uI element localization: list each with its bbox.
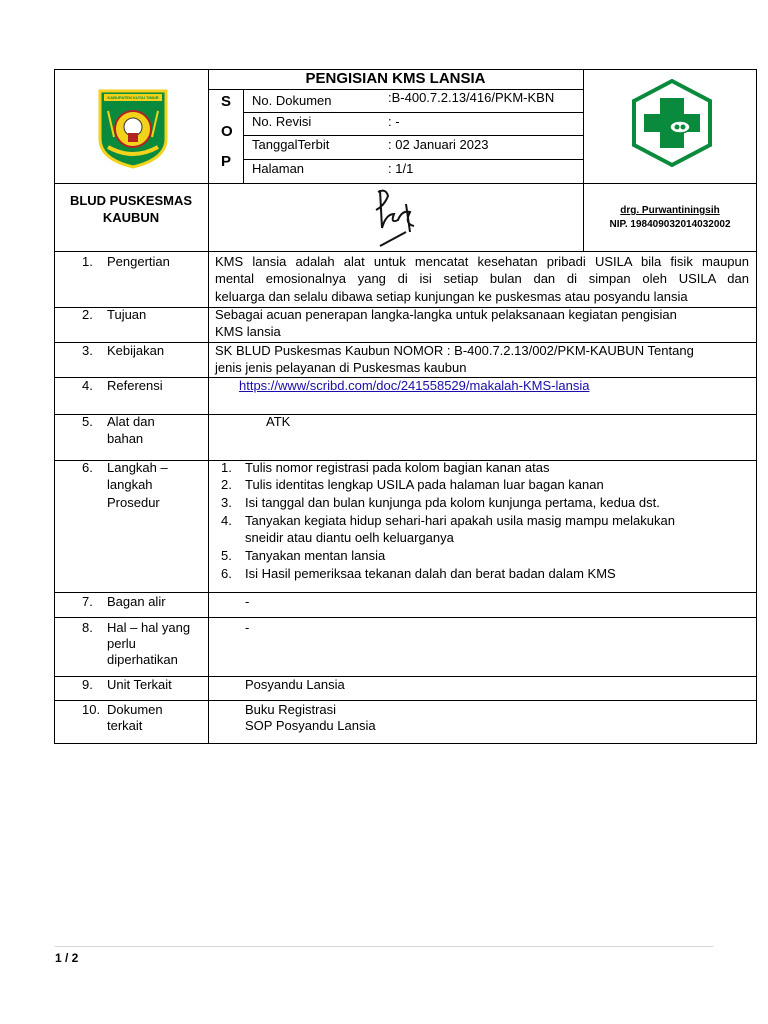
item-number: 2. xyxy=(82,307,93,322)
step-text: sneidir atau diantu oelh keluarganya xyxy=(245,530,454,545)
org-name-line1: BLUD PUSKESMAS xyxy=(69,193,193,208)
document-title: PENGISIAN KMS LANSIA xyxy=(305,70,486,87)
item-label: Referensi xyxy=(107,378,163,393)
item-label: Prosedur xyxy=(107,495,160,510)
step-text: Tanyakan kegiata hidup sehari-hari apakah usila masig mampu melakukan xyxy=(245,513,675,528)
item-content-line: SOP Posyandu Lansia xyxy=(245,718,376,733)
item-content-line: jenis jenis pelayanan di Puskesmas kaubun xyxy=(215,360,467,375)
item-label: Bagan alir xyxy=(107,594,166,609)
item-number: 3. xyxy=(82,343,93,358)
item-label: Hal – hal yang xyxy=(107,620,191,635)
signer-name: drg. Purwantiningsih xyxy=(620,205,720,216)
item-content-line: ATK xyxy=(266,414,291,429)
page-label: Halaman xyxy=(252,161,305,176)
item-content-line: KMS lansia xyxy=(215,324,281,339)
step-number: 1. xyxy=(221,460,232,475)
item-number: 6. xyxy=(82,460,93,475)
item-content-line: Posyandu Lansia xyxy=(245,677,345,692)
item-content-line: keluarga dan selalu dibawa setiap kunjungan ke puskesmas atau posyandu lansia xyxy=(215,289,688,304)
step-number: 6. xyxy=(221,566,232,581)
item-content-line: - xyxy=(245,620,250,635)
item-content-line: KMS lansia adalah alat untuk mencatat kesehatan pribadi USILA bila fisik maupun xyxy=(215,254,749,269)
revision-label: No. Revisi xyxy=(252,114,312,129)
step-number: 4. xyxy=(221,513,232,528)
issue-date-label: TanggalTerbit xyxy=(252,137,330,152)
sop-letter-s: S xyxy=(221,93,232,110)
sop-letter-p: P xyxy=(221,153,232,170)
item-number: 10. xyxy=(82,702,101,717)
item-content-line: Buku Registrasi xyxy=(245,702,337,717)
item-content-line: Sebagai acuan penerapan langka-langka untuk pelaksanaan kegiatan pengisian xyxy=(215,307,677,322)
item-label: langkah xyxy=(107,477,153,492)
step-text: Tulis identitas lengkap USILA pada halaman luar bagan kanan xyxy=(245,477,604,492)
item-number: 4. xyxy=(82,378,93,393)
item-number: 5. xyxy=(82,414,93,429)
item-label: Tujuan xyxy=(107,307,147,322)
puskesmas-logo-icon xyxy=(630,78,714,168)
sop-letter-o: O xyxy=(221,123,233,140)
item-number: 9. xyxy=(82,677,93,692)
item-number: 8. xyxy=(82,620,93,635)
item-content-line: mental emosionalnya yang di isi setiap bulan dan di simpan oleh USILA dan xyxy=(215,271,749,286)
item-label: diperhatikan xyxy=(107,652,178,667)
kutai-timur-emblem-icon xyxy=(94,81,172,169)
reference-link[interactable]: https://www/scribd.com/doc/241558529/makalah-KMS-lansia xyxy=(239,378,590,393)
item-label: bahan xyxy=(107,431,144,446)
item-label: terkait xyxy=(107,718,143,733)
step-text: Isi Hasil pemeriksaa tekanan dalah dan berat badan dalam KMS xyxy=(245,566,616,581)
issue-date-value: : 02 Januari 2023 xyxy=(388,137,489,152)
item-label: Kebijakan xyxy=(107,343,165,358)
doc-number-label: No. Dokumen xyxy=(252,93,332,108)
item-content-line: SK BLUD Puskesmas Kaubun NOMOR : B-400.7.2.13/002/PKM-KAUBUN Tentang xyxy=(215,343,694,358)
footer-divider xyxy=(55,946,713,947)
item-label: Dokumen xyxy=(107,702,163,717)
step-text: Tulis nomor registrasi pada kolom bagian kanan atas xyxy=(245,460,550,475)
step-number: 2. xyxy=(221,477,232,492)
step-number: 5. xyxy=(221,548,232,563)
item-label: perlu xyxy=(107,636,136,651)
item-label: Alat dan xyxy=(107,414,155,429)
item-label: Langkah – xyxy=(107,460,168,475)
signer-nip: NIP. 198409032014032002 xyxy=(609,219,731,230)
emblem-banner-text: KABUPATEN KUTAI TIMUR xyxy=(107,95,159,100)
item-number: 1. xyxy=(82,254,93,269)
item-label: Pengertian xyxy=(107,254,170,269)
item-number: 7. xyxy=(82,594,93,609)
revision-value: : - xyxy=(388,114,400,129)
doc-number-value: :B-400.7.2.13/416/PKM-KBN xyxy=(388,90,555,105)
step-number: 3. xyxy=(221,495,232,510)
org-name-line2: KAUBUN xyxy=(102,210,160,225)
item-label: Unit Terkait xyxy=(107,677,172,692)
page-indicator: 1 / 2 xyxy=(55,951,79,965)
step-text: Tanyakan mentan lansia xyxy=(245,548,386,563)
signature-icon xyxy=(366,184,436,250)
step-text: Isi tanggal dan bulan kunjunga pda kolom kunjunga pertama, kedua dst. xyxy=(245,495,660,510)
item-content-line: - xyxy=(245,594,250,609)
page-value: : 1/1 xyxy=(388,161,414,176)
